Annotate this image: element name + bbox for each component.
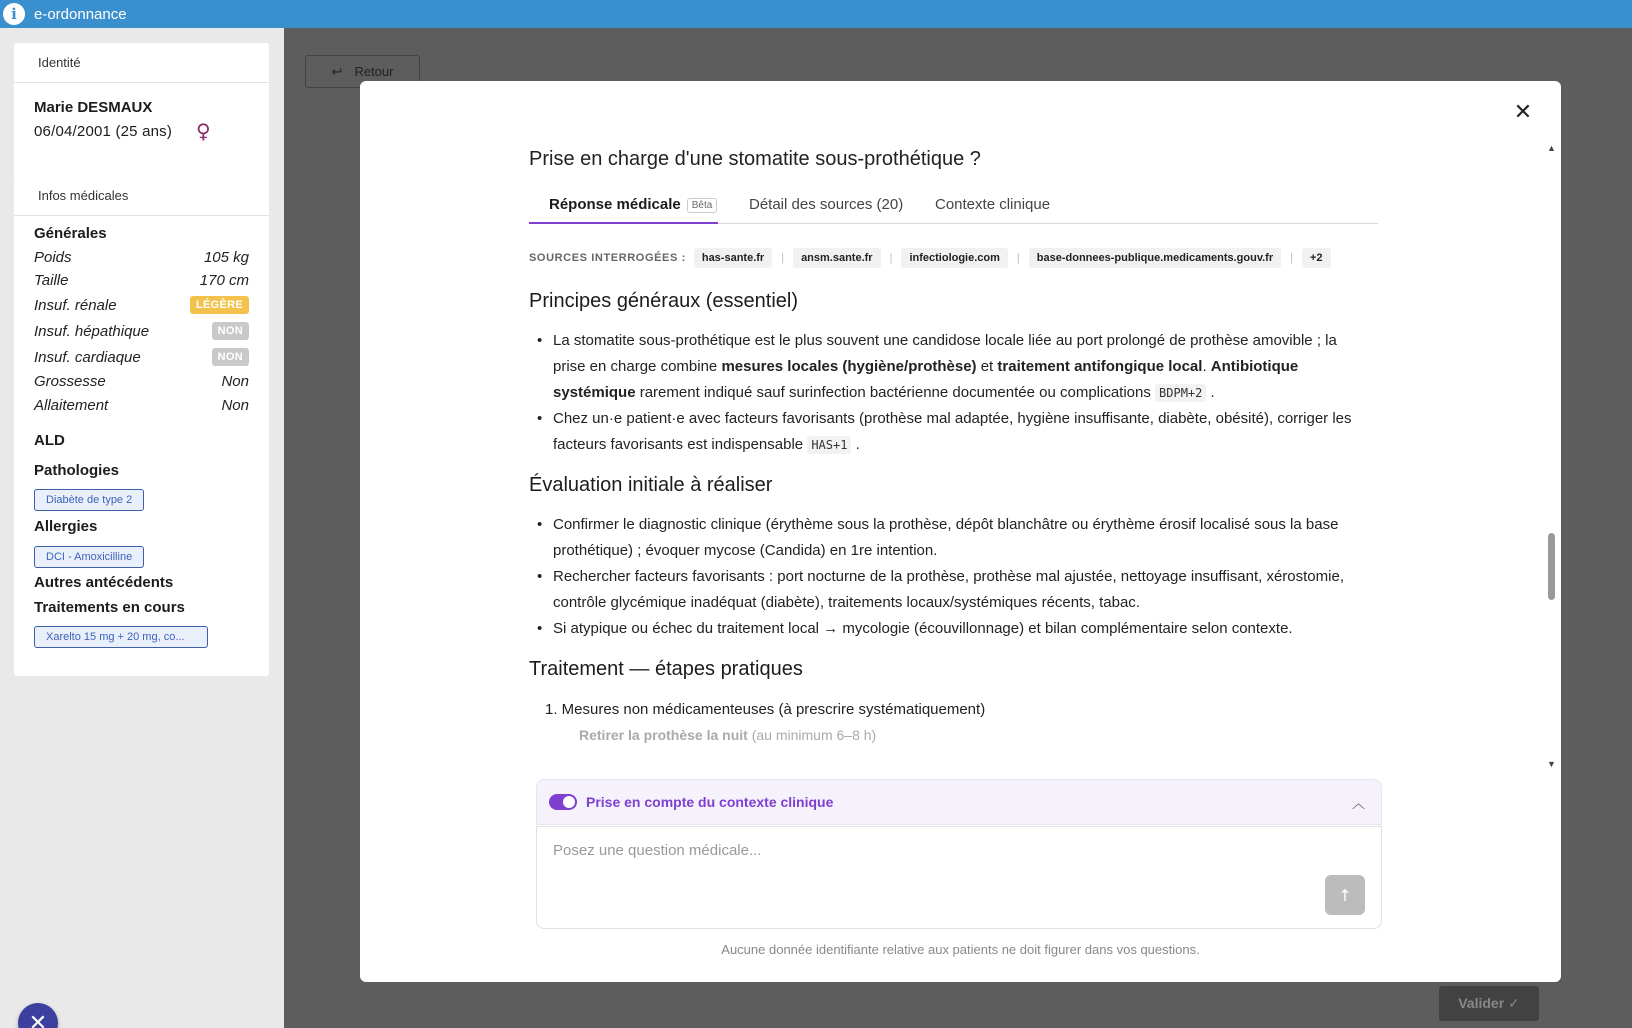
chevron-up-icon[interactable]: ︿ <box>1351 797 1365 812</box>
clinical-context-label: Prise en compte du contexte clinique <box>586 794 834 810</box>
patient-name: Marie DESMAUX <box>34 99 153 116</box>
treatment-tag[interactable]: Xarelto 15 mg + 20 mg, co... <box>34 626 208 648</box>
list-item: • Si atypique ou échec du traitement local → mycologie (écouvillonnage) et bilan complémentaire selon contexte. <box>537 616 1367 642</box>
breastfeeding-label: Allaitement <box>34 396 109 414</box>
close-fab-button[interactable]: ✕ <box>18 1003 58 1028</box>
renal-insufficiency-label: Insuf. rénale <box>34 296 117 314</box>
female-icon: ♀ <box>196 119 211 143</box>
citation-badge[interactable]: BDPM+2 <box>1155 384 1206 402</box>
scroll-down-arrow-icon[interactable]: ▼ <box>1547 759 1556 769</box>
height-value: 170 cm <box>199 271 249 289</box>
tabs-bar <box>529 191 1378 224</box>
allergy-tag[interactable]: DCI - Amoxicilline <box>34 546 144 568</box>
source-chip[interactable]: infectiologie.com <box>901 248 1007 268</box>
cardiac-insufficiency-row <box>34 346 249 368</box>
separator: | <box>1016 252 1020 264</box>
treatment-step: 1. Mesures non médicamenteuses (à prescrire systématiquement) <box>545 701 986 718</box>
identity-card <box>14 43 269 179</box>
app-logo-icon: i <box>3 3 25 25</box>
back-label: Retour <box>354 64 394 79</box>
weight-label: Poids <box>34 248 72 266</box>
citation-badge[interactable]: HAS+1 <box>807 436 851 454</box>
close-icon[interactable]: ✕ <box>1513 99 1533 125</box>
section-title-evaluation: Évaluation initiale à réaliser <box>529 474 773 496</box>
pathology-tag[interactable]: Diabète de type 2 <box>34 489 144 511</box>
medical-info-header: Infos médicales <box>14 176 269 216</box>
back-arrow-icon: ↩ <box>331 63 343 79</box>
hepatic-insufficiency-label: Insuf. hépathique <box>34 322 150 340</box>
pregnancy-row <box>34 370 249 392</box>
question-title: Prise en charge d'une stomatite sous-prothétique ? <box>529 148 981 170</box>
renal-insufficiency-badge: LÉGÈRE <box>190 296 249 314</box>
treatments-section-title: Traitements en cours <box>34 599 185 616</box>
patient-dob: 06/04/2001 (25 ans) <box>34 123 173 140</box>
list-item: • Confirmer le diagnostic clinique (érythème sous la prothèse, dépôt blanchâtre ou érythème érosif localisé sous la base prothétique) ; évoquer mycose (Candida) en 1re intention. <box>537 512 1367 564</box>
clinical-context-bar[interactable] <box>536 779 1382 825</box>
cardiac-insufficiency-badge: NON <box>212 348 249 366</box>
renal-insufficiency-row <box>34 294 249 316</box>
list-item: • Rechercher facteurs favorisants : port nocturne de la prothèse, prothèse mal ajustée, nettoyage insuffisant, xérostomie, contrôle glycémique inadéquat (diabète), traitements locaux/systémiques récents, tabac. <box>537 564 1367 616</box>
tab-medical-answer-label: Réponse médicale <box>549 196 681 213</box>
question-input[interactable] <box>553 842 1253 859</box>
section-title-treatment: Traitement — étapes pratiques <box>529 658 803 680</box>
scrollbar-thumb[interactable] <box>1548 533 1555 600</box>
sources-label: SOURCES INTERROGÉES : <box>529 252 686 264</box>
weight-value: 105 kg <box>203 248 249 266</box>
privacy-disclaimer: Aucune donnée identifiante relative aux patients ne doit figurer dans vos questions. <box>721 942 1200 957</box>
tab-medical-answer[interactable] <box>529 191 718 224</box>
ald-section-title: ALD <box>34 432 65 449</box>
height-row <box>34 269 249 291</box>
general-section-title: Générales <box>34 225 107 242</box>
separator: | <box>781 252 785 264</box>
sidebar <box>0 28 284 1028</box>
validate-button[interactable]: Valider ✓ <box>1439 986 1539 1021</box>
separator: | <box>1290 252 1293 264</box>
tab-sources-detail[interactable]: Détail des sources (20) <box>749 196 904 213</box>
treatment-substep: Retirer la prothèse la nuit (au minimum 6–8 h) <box>579 727 877 743</box>
cardiac-insufficiency-label: Insuf. cardiaque <box>34 348 141 366</box>
other-history-section-title: Autres antécédents <box>34 574 174 591</box>
weight-row <box>34 246 249 268</box>
separator: | <box>889 252 893 264</box>
question-box <box>536 826 1382 929</box>
principles-list <box>537 328 1367 458</box>
height-label: Taille <box>34 271 69 289</box>
section-title-principles: Principes généraux (essentiel) <box>529 290 799 312</box>
allergies-section-title: Allergies <box>34 518 98 535</box>
source-chip[interactable]: base-donnees-publique.medicaments.gouv.fr <box>1029 248 1281 268</box>
send-button[interactable]: ↑ <box>1325 875 1365 915</box>
tab-clinical-context[interactable]: Contexte clinique <box>935 196 1051 213</box>
pathologies-section-title: Pathologies <box>34 462 120 479</box>
answer-content <box>529 281 1378 854</box>
pregnancy-value: Non <box>221 372 249 390</box>
sources-bar <box>529 247 1331 269</box>
breastfeeding-row <box>34 394 249 416</box>
medical-info-card <box>14 176 269 676</box>
more-sources-chip[interactable]: +2 <box>1302 248 1331 268</box>
identity-header: Identité <box>14 43 269 83</box>
list-item: • Chez un·e patient·e avec facteurs favorisants (prothèse mal adaptée, hygiène insuffisante, diabète, obésité), corriger les facteurs favorisants est indispensable HAS+1 . <box>537 406 1367 458</box>
breastfeeding-value: Non <box>221 396 249 414</box>
app-title: e-ordonnance <box>34 5 127 23</box>
scroll-up-arrow-icon[interactable]: ▲ <box>1547 143 1556 153</box>
pregnancy-label: Grossesse <box>34 372 106 390</box>
beta-badge: Bêta <box>687 198 718 213</box>
hepatic-insufficiency-badge: NON <box>212 322 249 340</box>
source-chip[interactable]: has-sante.fr <box>694 248 772 268</box>
top-bar <box>0 0 1632 28</box>
hepatic-insufficiency-row <box>34 320 249 342</box>
clinical-context-toggle[interactable] <box>549 794 577 810</box>
source-chip[interactable]: ansm.sante.fr <box>793 248 881 268</box>
evaluation-list <box>537 512 1367 642</box>
medical-question-modal <box>360 81 1561 982</box>
list-item: • La stomatite sous-prothétique est le plus souvent une candidose locale liée au port prolongé de prothèse amovible ; la prise en charge combine mesures locales (hygiène/prothèse) et traitement antifongique local. Antibiotique systémique rarement indiqué sauf surinfection bactérienne documentée ou complications BDPM+2 . <box>537 328 1367 406</box>
